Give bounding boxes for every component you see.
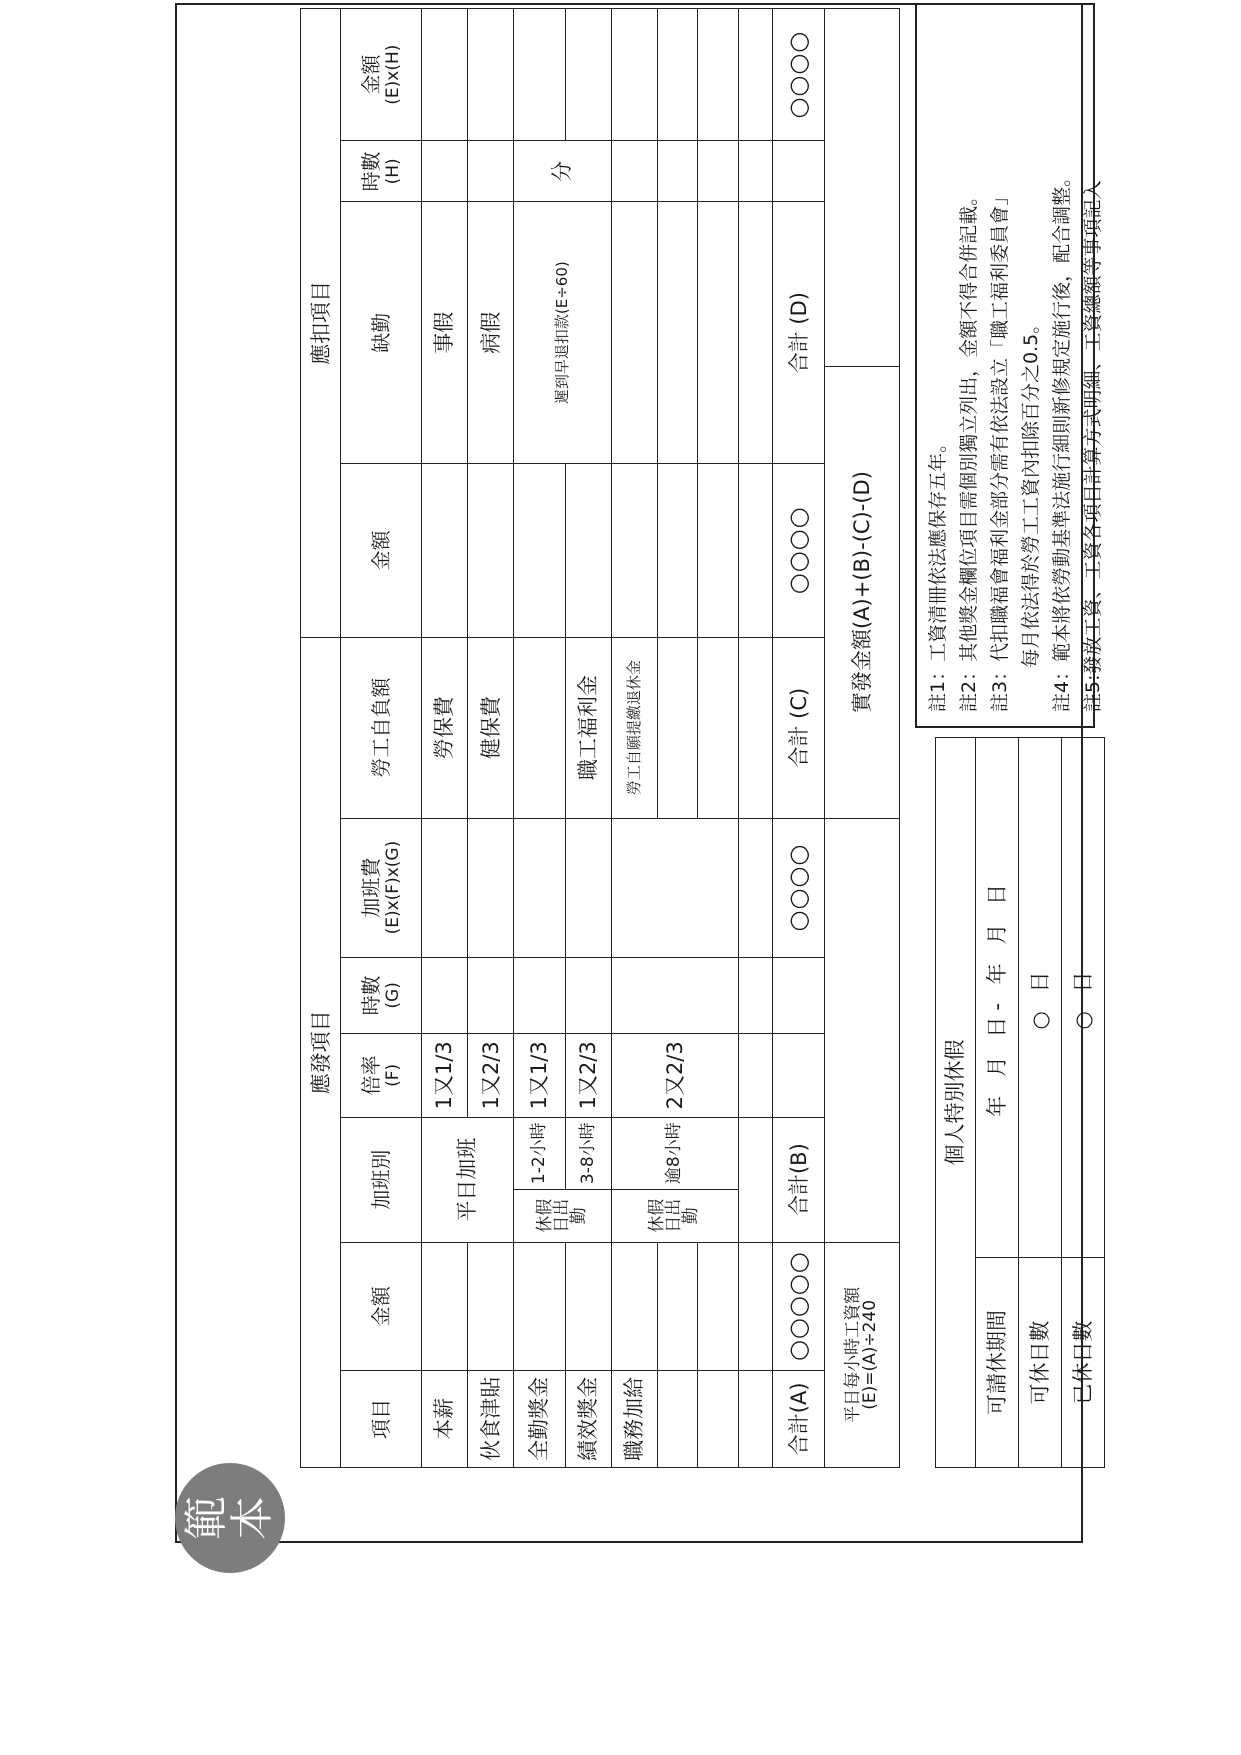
- section-header-row: [301, 9, 341, 1468]
- worker-item-empty[interactable]: [738, 637, 773, 818]
- ot-range: 逾8小時: [611, 1117, 738, 1189]
- leave-value[interactable]: 年 月 日- 年 月 日: [976, 738, 1019, 1258]
- hdr-ot-type: 加班別: [341, 1117, 422, 1242]
- absence-item-empty[interactable]: [658, 202, 698, 463]
- worker-item: 勞保費: [421, 637, 467, 818]
- net-pay-value[interactable]: [825, 9, 900, 367]
- abs-hours-cell[interactable]: [738, 141, 773, 202]
- worker-item-empty[interactable]: [698, 637, 738, 818]
- pay-item-empty[interactable]: [698, 1370, 738, 1467]
- pay-item-empty[interactable]: [658, 1370, 698, 1467]
- subtotal-d-empty: [773, 141, 825, 202]
- table-row: [698, 9, 738, 1468]
- subtotal-b-label: 合計(B): [773, 1117, 825, 1242]
- note-line: 註4：範本將依勞動基準法施行細則新修規定施行後，配合調整。: [1051, 167, 1073, 712]
- abs-hours-cell[interactable]: [658, 141, 698, 202]
- rest-day-work-2: 休假日出勤: [611, 1189, 738, 1242]
- absence-item: 病假: [468, 202, 514, 463]
- subtotal-a-value: ○○○○○: [773, 1242, 825, 1370]
- pay-item-empty[interactable]: [738, 1370, 773, 1467]
- note-line: 註1：工資清冊依法應保存五年。: [927, 433, 949, 712]
- table-row: [468, 9, 514, 1468]
- hourly-wage-label: 平日每小時工資額 (E)=(A)÷240: [825, 1242, 900, 1467]
- ot-pay-cell[interactable]: [738, 818, 773, 957]
- amount-cell[interactable]: [658, 1242, 698, 1370]
- table-row: [611, 9, 657, 1468]
- hdr-absence: 缺勤: [341, 202, 422, 463]
- stamp-char-2: 本: [227, 1496, 278, 1540]
- deduct-amount-cell[interactable]: [468, 463, 514, 637]
- leave-row: [976, 738, 1019, 1468]
- ot-pay-cell[interactable]: [514, 818, 566, 957]
- hdr-rate: 倍率 (F): [341, 1034, 422, 1117]
- pay-item: 本薪: [421, 1370, 467, 1467]
- subtotal-c-label: 合計 (C): [773, 637, 825, 818]
- sample-stamp: [175, 1463, 285, 1573]
- hours-cell[interactable]: [421, 957, 467, 1033]
- abs-hours-cell[interactable]: [698, 141, 738, 202]
- abs-amount-cell[interactable]: [611, 9, 657, 141]
- deduct-amount-cell[interactable]: [514, 463, 566, 637]
- hdr-abs-hours: 時數 (H): [341, 141, 422, 202]
- hours-cell[interactable]: [565, 957, 611, 1033]
- table-row: [514, 9, 566, 1468]
- absence-item: 事假: [421, 202, 467, 463]
- abs-unit: 分: [514, 141, 612, 202]
- absence-item-empty[interactable]: [611, 202, 657, 463]
- section-pay: 應發項目: [301, 637, 341, 1467]
- rate-cell[interactable]: [738, 1034, 773, 1117]
- hours-cell[interactable]: [514, 957, 566, 1033]
- note-line: 註5:發放工資、工資各項目計算方式明細、工資總額等事項記入: [1082, 180, 1104, 712]
- amount-cell[interactable]: [611, 1242, 657, 1370]
- notes-box: [915, 3, 1104, 728]
- amount-cell[interactable]: [565, 1242, 611, 1370]
- wage-table: [300, 8, 900, 1468]
- subtotal-c-value: ○○○○: [773, 463, 825, 637]
- leave-value[interactable]: ○ 日: [1062, 738, 1105, 1258]
- ot-range: 1-2小時: [514, 1117, 566, 1189]
- abs-amount-cell[interactable]: [565, 9, 611, 141]
- deduct-amount-cell[interactable]: [565, 463, 611, 637]
- amount-cell[interactable]: [698, 1242, 738, 1370]
- subtotal-a-label: 合計(A): [773, 1370, 825, 1467]
- hourly-wage-value[interactable]: [825, 818, 900, 1242]
- deduct-amount-cell[interactable]: [698, 463, 738, 637]
- subtotal-d-label: 合計 (D): [773, 202, 825, 463]
- abs-amount-cell[interactable]: [468, 9, 514, 141]
- special-leave-table: [935, 737, 1105, 1468]
- leave-value[interactable]: ○ 日: [1019, 738, 1062, 1258]
- abs-hours-cell[interactable]: [421, 141, 467, 202]
- hours-cell[interactable]: [738, 957, 773, 1033]
- pay-item: 職務加給: [611, 1370, 657, 1467]
- abs-hours-cell[interactable]: [468, 141, 514, 202]
- rotated-form: [175, 0, 1104, 1543]
- hdr-ot-pay: 加班費 (E)x(F)x(G): [341, 818, 422, 957]
- abs-hours-cell[interactable]: [611, 141, 657, 202]
- deduct-amount-cell[interactable]: [738, 463, 773, 637]
- rate-cell: 1又2/3: [565, 1034, 611, 1117]
- worker-item: 健保費: [468, 637, 514, 818]
- stamp-char-1: 範: [180, 1496, 232, 1540]
- subtotal-d-value: ○○○○: [773, 9, 825, 141]
- amount-cell[interactable]: [468, 1242, 514, 1370]
- pay-item: 全勤獎金: [514, 1370, 566, 1467]
- leave-row: [1062, 738, 1105, 1468]
- hdr-abs-amount: 金額 (E)x(H): [341, 9, 422, 141]
- subtotal-b-value: ○○○○: [773, 818, 825, 957]
- column-header-row: [341, 9, 422, 1468]
- ot-range: 3-8小時: [565, 1117, 611, 1189]
- ot-pay-cell[interactable]: [468, 818, 514, 957]
- leave-label: 可請休期間: [976, 1258, 1019, 1468]
- amount-cell[interactable]: [514, 1242, 566, 1370]
- hdr-worker-share: 勞工自負額: [341, 637, 422, 818]
- rate-cell: 2又2/3: [611, 1034, 738, 1117]
- rate-cell: 1又1/3: [421, 1034, 467, 1117]
- leave-label: 可休日數: [1019, 1258, 1062, 1468]
- deduct-amount-cell[interactable]: [658, 463, 698, 637]
- absence-item-empty[interactable]: [738, 202, 773, 463]
- note-line: 每月依法得於勞工工資內扣除百分之0.5。: [1020, 314, 1042, 712]
- leave-label: 已休日數: [1062, 1258, 1105, 1468]
- table-row: [421, 9, 467, 1468]
- pay-item: 伙食津貼: [468, 1370, 514, 1467]
- rate-cell: 1又2/3: [468, 1034, 514, 1117]
- leave-row: [1019, 738, 1062, 1468]
- hdr-hours: 時數 (G): [341, 957, 422, 1033]
- amount-cell[interactable]: [738, 1242, 773, 1370]
- subtotal-b-empty: [773, 1034, 825, 1117]
- worker-item: 勞工自願提繳退休金: [611, 637, 657, 818]
- note-line: 註2：其他獎金欄位項目需個別獨立列出，金額不得合併記載。: [958, 186, 980, 712]
- worker-item-empty[interactable]: [658, 637, 698, 818]
- section-deduct: 應扣項目: [301, 9, 341, 638]
- note-line: 註3：代扣職福會福利金部分需有依法設立「職工福利委員會」: [989, 186, 1011, 712]
- net-pay-row: [825, 9, 900, 1468]
- hours-cell[interactable]: [468, 957, 514, 1033]
- ot-pay-cell[interactable]: [611, 818, 738, 957]
- amount-cell[interactable]: [421, 1242, 467, 1370]
- rest-day-work-1: 休假日出勤: [514, 1189, 612, 1242]
- worker-item: [514, 637, 566, 818]
- pay-item: 績效獎金: [565, 1370, 611, 1467]
- ot-type-empty[interactable]: [738, 1117, 773, 1242]
- subtotal-row: [773, 9, 825, 1468]
- hdr-deduct-amount: 金額: [341, 463, 422, 637]
- deduct-amount-cell[interactable]: [611, 463, 657, 637]
- abs-amount-cell[interactable]: [698, 9, 738, 141]
- hdr-amount: 金額: [341, 1242, 422, 1370]
- ot-pay-cell[interactable]: [565, 818, 611, 957]
- deduct-amount-cell[interactable]: [421, 463, 467, 637]
- abs-amount-cell[interactable]: [658, 9, 698, 141]
- abs-amount-cell[interactable]: [421, 9, 467, 141]
- hours-cell[interactable]: [611, 957, 738, 1033]
- ot-pay-cell[interactable]: [421, 818, 467, 957]
- hdr-item: 項目: [341, 1370, 422, 1467]
- leave-title: 個人特別休假: [936, 738, 976, 1468]
- worker-item: 職工福利金: [565, 637, 611, 818]
- rate-cell: 1又1/3: [514, 1034, 566, 1117]
- net-pay-label: 實發金額(A)+(B)-(C)-(D): [825, 366, 900, 818]
- subtotal-b-empty-2: [773, 957, 825, 1033]
- absence-item-empty[interactable]: [698, 202, 738, 463]
- table-row: [658, 9, 698, 1468]
- abs-amount-cell[interactable]: [738, 9, 773, 141]
- weekday-ot: 平日加班: [421, 1117, 513, 1242]
- table-row: [738, 9, 773, 1468]
- absence-item: 遲到早退扣款(E÷60): [514, 202, 612, 463]
- abs-amount-cell[interactable]: [514, 9, 566, 141]
